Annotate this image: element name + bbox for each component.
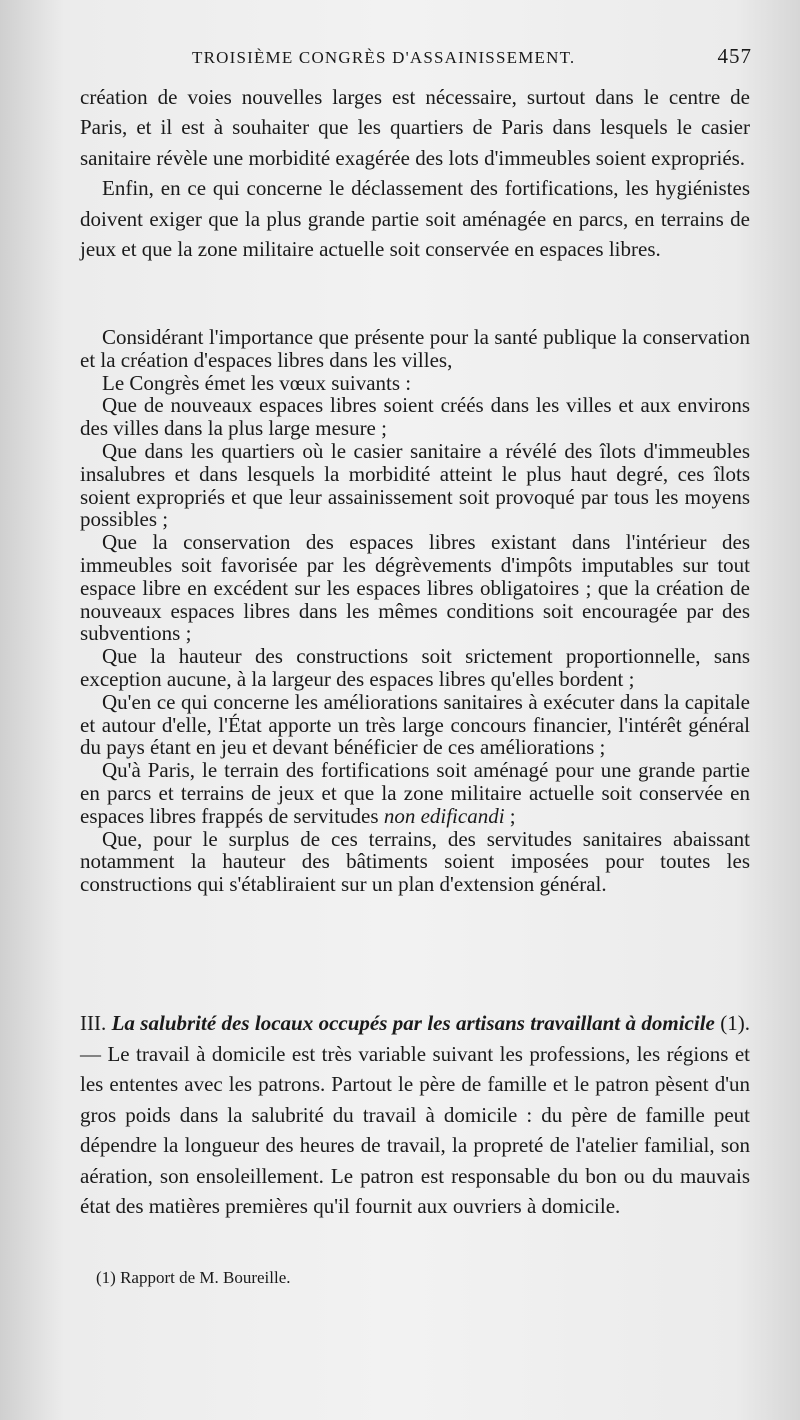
voeu-item: Que, pour le surplus de ces terrains, des servitudes sanitaires abaissant notamment la hauteur des bâtiments soient imposées pour toutes les constructions qui s'établiraient sur un plan d'extension général. — [80, 826, 750, 897]
section-paragraph — [80, 1008, 750, 1222]
top-text-block — [80, 82, 750, 264]
voeu-item: Que dans les quartiers où le casier sanitaire a révélé des îlots d'immeubles insalubres et dans lesquels la morbidité atteint le plus haut degré, ces îlots soient expropriés et que leur assainissement soit provoqué par tous les moyens possibles ; — [80, 438, 750, 532]
section-block — [80, 1008, 750, 1222]
voeu-item: Qu'en ce qui concerne les améliorations sanitaires à exécuter dans la capitale et autour d'elle, l'État apporte un très large concours financier, l'intérêt général du pays étant en jeu et devant bénéficier de ces améliorations ; — [80, 689, 750, 760]
section-heading: La salubrité des locaux occupés par les artisans travaillant à domicile — [111, 1011, 715, 1035]
voeu-item: Que la hauteur des constructions soit srictement proportionnelle, sans exception aucune, à la largeur des espaces libres qu'elles bordent ; — [80, 644, 750, 691]
running-title: TROISIÈME CONGRÈS D'ASSAINISSEMENT. — [192, 48, 576, 67]
considerant-paragraph: Considérant l'importance que présente pour la santé publique la conservation et la création d'espaces libres dans les villes, — [80, 325, 750, 372]
voeux-intro: Le Congrès émet les vœux suivants : — [102, 370, 412, 395]
voeu-item — [80, 759, 750, 827]
voeu-item: Que la conservation des espaces libres existant dans l'intérieur des immeubles soit favorisée par les dégrèvements d'impôts imputables sur tout espace libre en excédent sur les espaces libres obligatoires ; que la création de nouveaux espaces libres dans les mêmes conditions soit encouragée par des subventions ; — [80, 530, 750, 646]
latin-phrase: non edificandi — [383, 803, 505, 828]
page-number: 457 — [717, 44, 752, 68]
voeu-text: Qu'à Paris, le terrain des fortifications soit aménagé pour une grande partie en parcs et terrains de jeux et que la zone militaire actuelle soit conservée en espaces libres frappés de servitudes — [80, 758, 750, 828]
voeu-end: ; — [504, 803, 516, 828]
voeu-item: Que de nouveaux espaces libres soient créés dans les villes et aux environs des villes dans la plus large mesure ; — [80, 393, 750, 441]
paragraph: Enfin, en ce qui concerne le déclassement des fortifications, les hygiénistes doivent exiger que la plus grande partie soit aménagée en parcs, en terrains de jeux et que la zone militaire actuelle soit conservée en espaces libres. — [80, 176, 750, 262]
footnote: (1) Rapport de M. Boureille. — [96, 1268, 291, 1287]
voeux-block — [80, 326, 750, 896]
page-header — [192, 44, 752, 72]
section-text: — Le travail à domicile est très variable suivant les professions, les régions et les ententes avec les patrons. Partout le père de famille et le patron pèsent d'un gros poids dans la salubrité du travail à domicile : du père de famille peut dépendre la longueur des heures de travail, la propreté de l'atelier familial, son aération, son ensoleillement. Le patron est responsable du bon ou du mauvais état des matières premières qu'il fournit aux ouvriers à domicile. — [80, 1041, 750, 1218]
paragraph: création de voies nouvelles larges est nécessaire, surtout dans le centre de Paris, et il est à souhaiter que les quartiers de Paris dans lesquels le casier sanitaire révèle une morbidité exagérée des lots d'immeubles soient expropriés. — [80, 85, 750, 170]
section-number: III. — [80, 1011, 107, 1035]
footnote-ref: (1). — [720, 1011, 750, 1035]
